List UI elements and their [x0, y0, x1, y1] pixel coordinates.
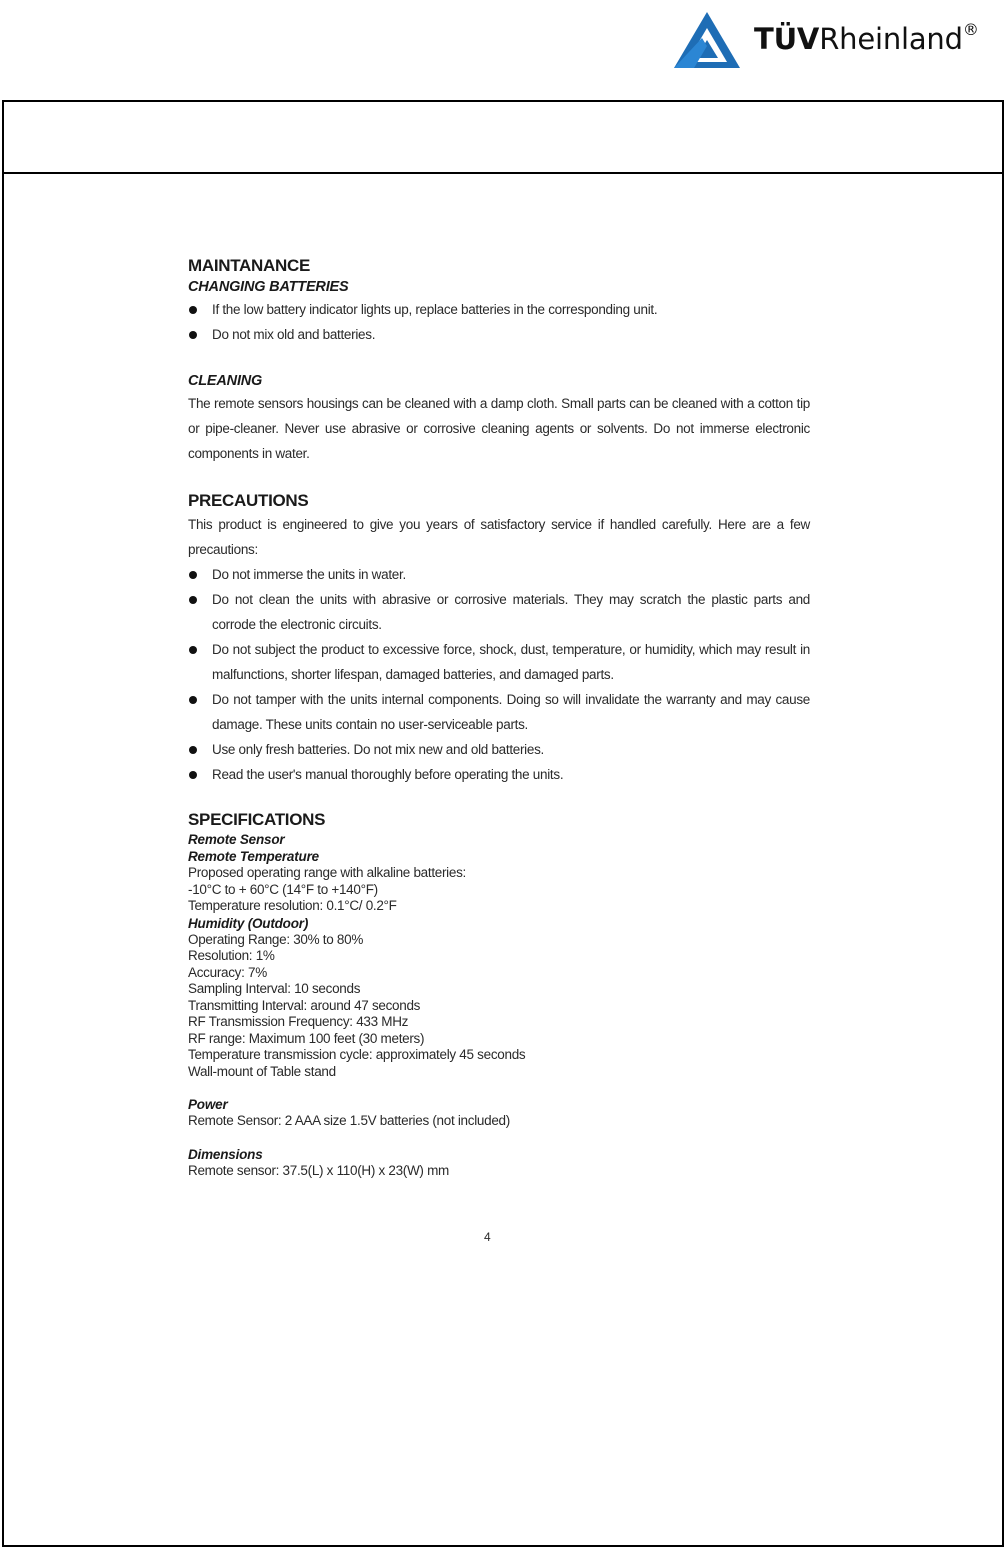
list-item: Use only fresh batteries. Do not mix new and old batteries.: [188, 737, 810, 762]
manual-page-content: [188, 255, 810, 1179]
spec-line: -10°C to + 60°C (14°F to +140°F): [188, 881, 378, 897]
maintenance-heading: MAINTANANCE: [188, 256, 310, 275]
remote-temperature-heading: Remote Temperature: [188, 849, 319, 864]
list-item: Do not clean the units with abrasive or corrosive materials. They may scratch the plastic parts and corrode the electronic circuits.: [188, 587, 810, 637]
specifications-section: [188, 809, 810, 1179]
bullet-icon: [189, 646, 197, 654]
specifications-heading: SPECIFICATIONS: [188, 810, 326, 829]
dimensions-heading: Dimensions: [188, 1146, 263, 1162]
spec-line: Temperature resolution: 0.1°C/ 0.2°F: [188, 898, 397, 913]
spec-line: Accuracy: 7%: [188, 964, 267, 980]
changing-batteries-heading: CHANGING BATTERIES: [188, 279, 349, 295]
remote-sensor-heading: Remote Sensor: [188, 832, 285, 847]
list-item: If the low battery indicator lights up, replace batteries in the corresponding unit.: [188, 297, 810, 322]
spec-line: RF Transmission Frequency: 433 MHz: [188, 1014, 409, 1029]
tuv-rheinland-logo: [670, 8, 1000, 70]
bullet-icon: [189, 746, 197, 754]
empty-header-row: [4, 102, 1002, 174]
list-item: Do not mix old and batteries.: [188, 322, 810, 347]
bullet-icon: [189, 596, 197, 604]
spec-line: Operating Range: 30% to 80%: [188, 931, 364, 947]
precautions-list: [188, 562, 810, 787]
list-item: Read the user's manual thoroughly before operating the units.: [188, 762, 810, 787]
spec-line: Proposed operating range with alkaline batteries:: [188, 865, 466, 880]
bullet-icon: [189, 696, 197, 704]
bullet-icon: [189, 306, 197, 314]
spec-line: Remote Sensor: 2 AAA size 1.5V batteries (not included): [188, 1113, 510, 1128]
spec-line: Resolution: 1%: [188, 948, 275, 963]
logo-wordmark: [754, 22, 979, 56]
list-item: Do not immerse the units in water.: [188, 562, 810, 587]
power-heading: Power: [188, 1097, 228, 1112]
cleaning-heading: CLEANING: [188, 373, 263, 389]
bullet-icon: [189, 331, 197, 339]
page-number: 4: [484, 1230, 491, 1244]
bullet-icon: [189, 571, 197, 579]
logo-brand-regular: Rheinland: [819, 22, 963, 56]
spec-line: Wall-mount of Table stand: [188, 1063, 336, 1079]
precautions-heading: PRECAUTIONS: [188, 491, 309, 510]
changing-batteries-list: [188, 297, 810, 347]
list-item: Do not subject the product to excessive force, shock, dust, temperature, or humidity, which may result in malfunctions, shorter lifespan, damaged batteries, and damaged parts.: [188, 637, 810, 687]
humidity-heading: Humidity (Outdoor): [188, 915, 309, 931]
spec-line: Temperature transmission cycle: approximately 45 seconds: [188, 1047, 526, 1062]
logo-registered-mark: ®: [962, 20, 979, 39]
spec-line: Remote sensor: 37.5(L) x 110(H) x 23(W) mm: [188, 1162, 449, 1178]
list-item: Do not tamper with the units internal components. Doing so will invalidate the warranty and may cause damage. These units contain no user-serviceable parts.: [188, 687, 810, 737]
precautions-intro: This product is engineered to give you years of satisfactory service if handled carefully. Here are a few precautions:: [188, 517, 810, 557]
logo-brand-bold: TÜV: [754, 22, 820, 56]
spec-line: Sampling Interval: 10 seconds: [188, 981, 361, 996]
spec-line: RF range: Maximum 100 feet (30 meters): [188, 1030, 425, 1046]
spec-line: Transmitting Interval: around 47 seconds: [188, 997, 421, 1013]
bullet-icon: [189, 771, 197, 779]
tuv-triangle-logo-icon: [672, 10, 742, 70]
cleaning-paragraph: The remote sensors housings can be cleaned with a damp cloth. Small parts can be cleaned with a cotton tip or pipe-cleaner. Never use abrasive or corrosive cleaning agents or solvents. Do not immerse electronic components in water.: [188, 396, 810, 461]
